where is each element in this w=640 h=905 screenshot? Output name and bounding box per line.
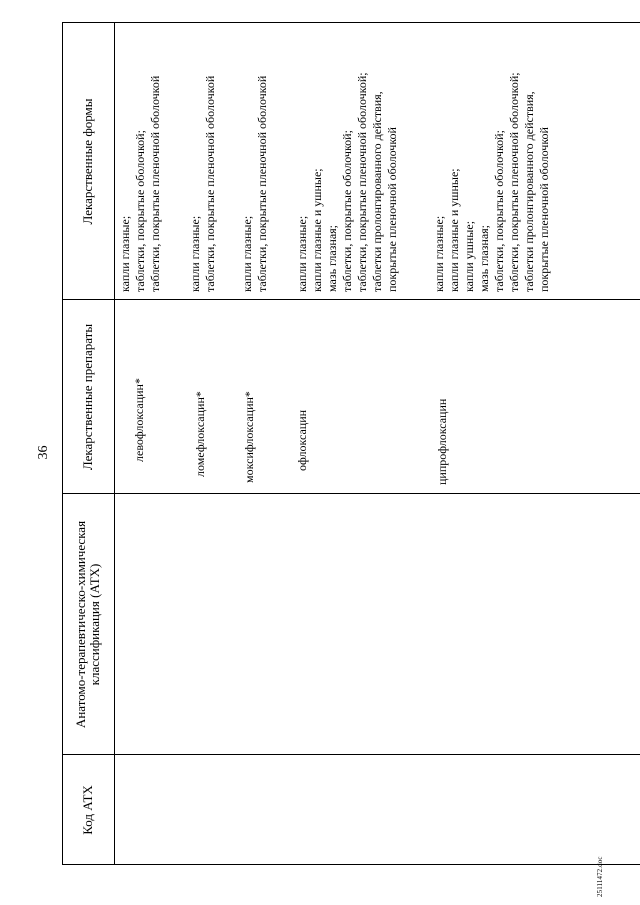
header-bottom-border bbox=[114, 22, 115, 865]
header-drugs: Лекарственные препараты bbox=[80, 323, 95, 471]
file-name: 25111472.doc bbox=[596, 856, 604, 897]
column-divider bbox=[62, 493, 640, 494]
column-divider bbox=[62, 754, 640, 755]
dosage-forms: капли глазные; таблетки, покрытые оболочкой; таблетки, покрытые пленочной оболочкой bbox=[118, 75, 162, 292]
header-forms: Лекарственные формы bbox=[80, 98, 95, 225]
drug-name: ципрофлоксацин bbox=[435, 398, 449, 485]
header-classification: Анатомо-терапевтическо-химическая классификация (АТХ) bbox=[73, 520, 102, 729]
table-right-border bbox=[62, 22, 640, 23]
drug-name: офлоксацин bbox=[295, 409, 309, 471]
drug-name: левофлоксацин* bbox=[132, 378, 146, 462]
dosage-forms: капли глазные; таблетки, покрытые пленочной оболочкой bbox=[188, 75, 217, 292]
drug-name: моксифлоксацин* bbox=[242, 391, 256, 483]
header-code: Код АТХ bbox=[80, 785, 95, 835]
column-divider bbox=[62, 299, 640, 300]
atc-table bbox=[62, 22, 640, 865]
drug-name: ломефлоксацин* bbox=[193, 391, 207, 477]
page-number: 36 bbox=[36, 445, 51, 460]
table-left-border bbox=[62, 864, 640, 865]
dosage-forms: капли глазные; таблетки, покрытые пленочной оболочкой bbox=[240, 75, 269, 292]
dosage-forms: капли глазные; капли глазные и ушные; капли ушные; мазь глазная; таблетки, покрытые оболочкой; таблетки, покрытые пленочной оболочкой; таблетки пролонгированного действия, покрытые пленочной оболочкой bbox=[432, 72, 551, 292]
dosage-forms: капли глазные; капли глазные и ушные; мазь глазная; таблетки, покрытые оболочкой; таблетки, покрытые пленочной оболочкой; таблетки пролонгированного действия, покрытые пленочной оболочкой bbox=[295, 72, 399, 292]
